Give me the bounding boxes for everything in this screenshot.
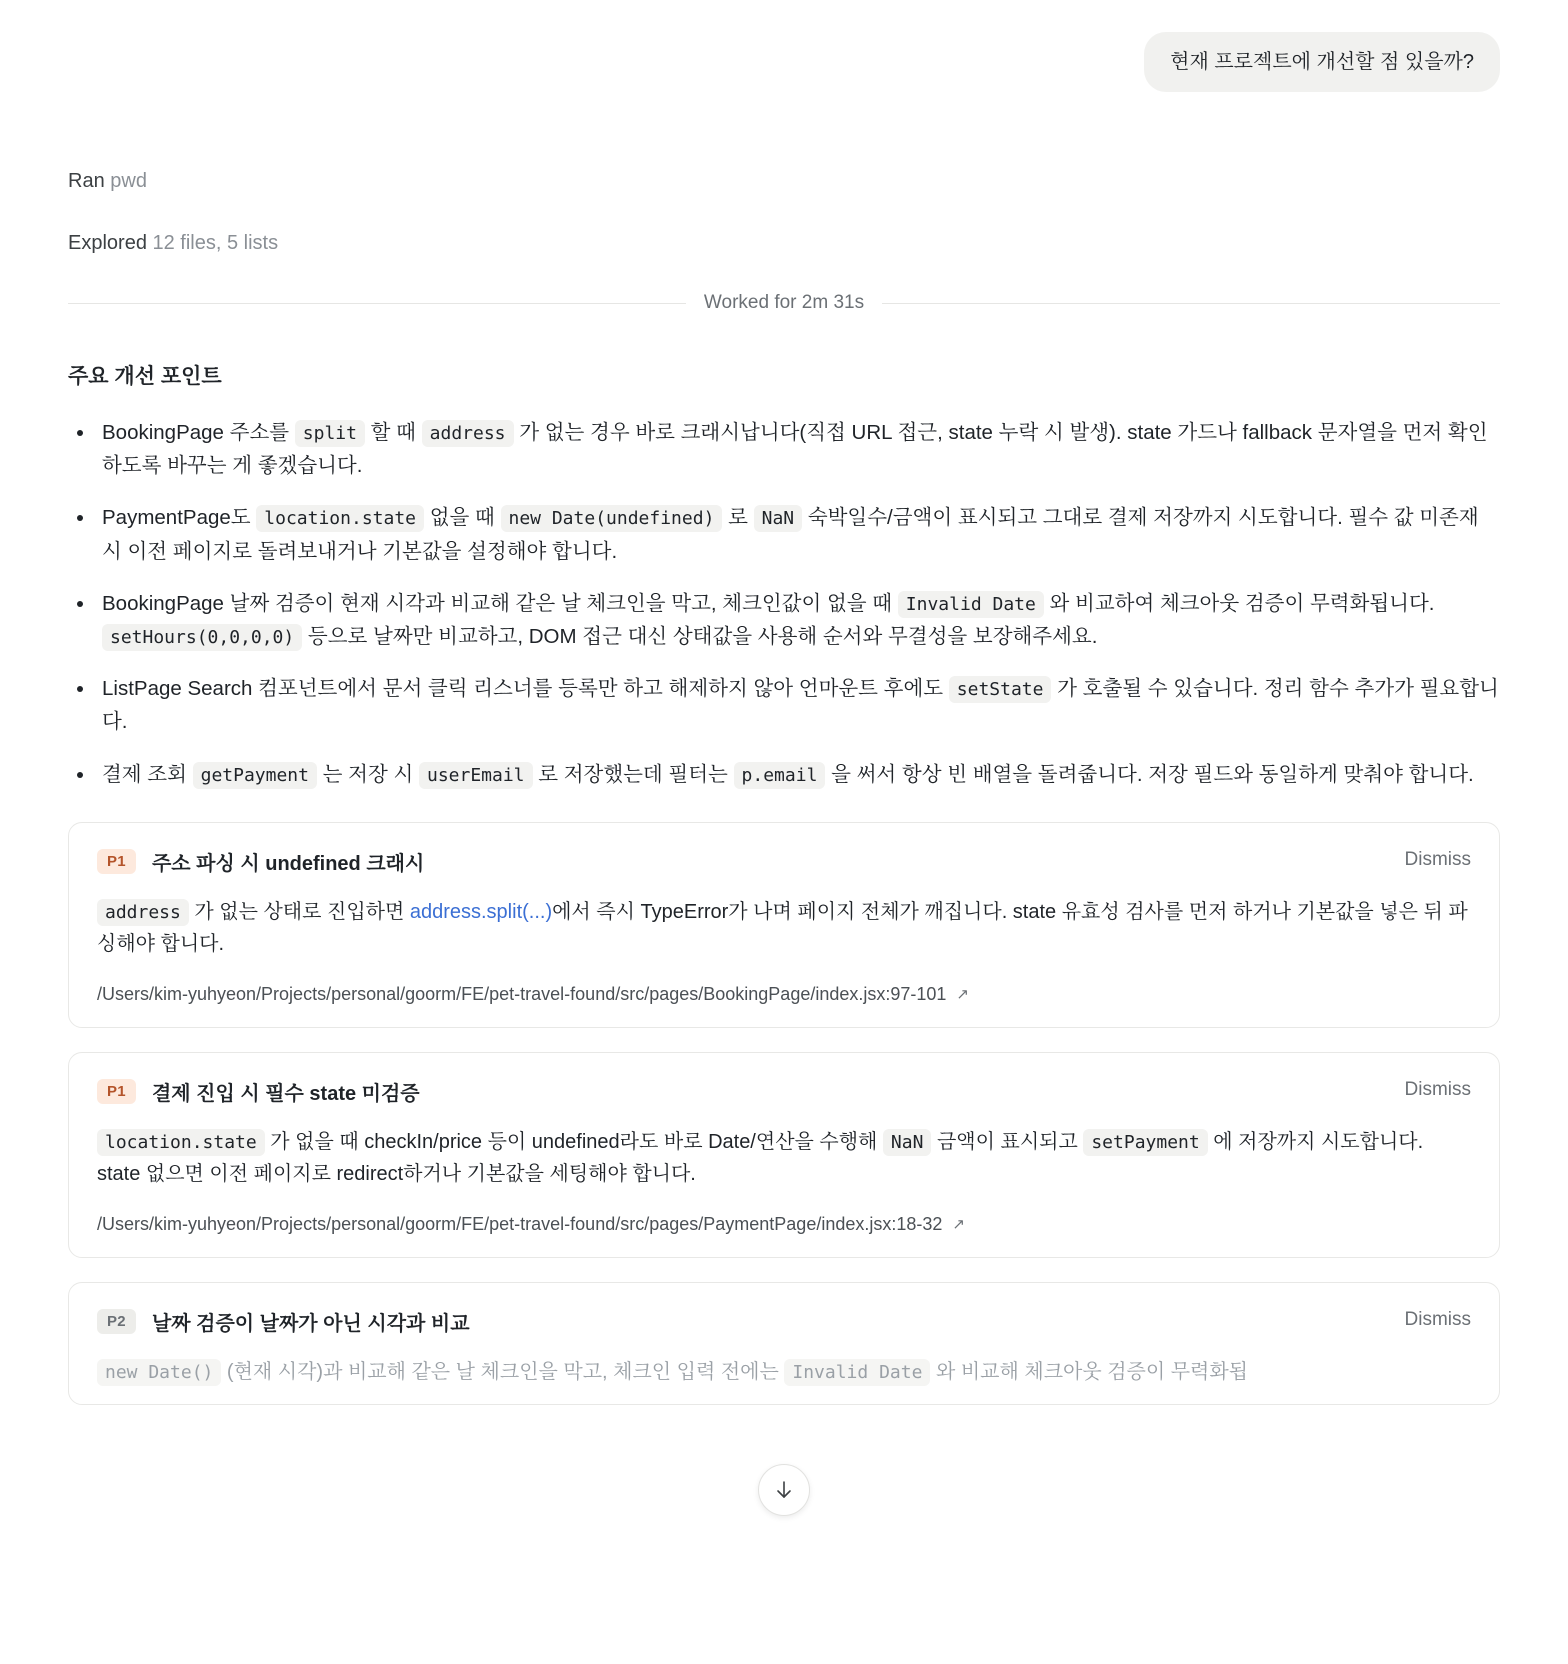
ran-command-line[interactable] [68, 168, 1500, 194]
text-run: 할 때 [364, 421, 422, 444]
tool-status-block [0, 168, 1568, 256]
finding-card-header [97, 847, 1471, 876]
finding-card-header [97, 1307, 1471, 1336]
file-path-text: /Users/kim-yuhyeon/Projects/personal/goorm/FE/pet-travel-found/src/pages/BookingPage/index.jsx:97-101 [97, 983, 947, 1004]
inline-code: NaN [883, 1129, 932, 1156]
ran-command: pwd [110, 170, 147, 192]
improvement-point [96, 672, 1500, 738]
user-message-row [0, 0, 1568, 92]
explored-label: Explored [68, 232, 147, 254]
inline-code: split [295, 420, 365, 447]
text-run: BookingPage 주소를 [102, 421, 295, 444]
finding-card[interactable] [68, 1282, 1500, 1405]
explored-line[interactable] [68, 230, 1500, 256]
improvement-point [96, 758, 1500, 791]
text-run: 금액이 표시되고 [931, 1130, 1084, 1153]
finding-title: 날짜 검증이 날짜가 아닌 시각과 비교 [151, 1312, 470, 1335]
text-run: ListPage Search 컴포넌트에서 문서 클릭 리스너를 등록만 하고 해제하지 않아 언마운트 후에도 [102, 677, 949, 701]
text-run: 숙박일수/금액이 표시되고 그대로 결제 저장까지 시도합니다. 필수 값 미존재 시 이전 페이지로 돌려보내거나 기본값을 설정해야 합니다. [102, 506, 1479, 563]
inline-code: Invalid Date [784, 1359, 930, 1386]
inline-code: new Date() [97, 1359, 221, 1386]
text-run: 가 없는 경우 바로 크래시납니다(직접 URL 접근, state 누락 시 발생). state 가드나 fallback 문자열을 먼저 확인하도록 바꾸는 게 좋겠습니다. [102, 421, 1488, 478]
inline-code: p.email [734, 762, 826, 789]
file-path-link[interactable] [97, 984, 1471, 1005]
inline-code: setState [949, 676, 1052, 703]
finding-description [97, 896, 1471, 960]
text-run: 와 비교해 체크아웃 검증이 무력화됩 [930, 1360, 1249, 1383]
external-link-icon: ↗ [952, 1216, 965, 1234]
dismiss-button[interactable]: Dismiss [1404, 1308, 1471, 1330]
worked-for-label: Worked for 2m 31s [703, 292, 865, 313]
text-run: 에 저장까지 시도합니다. state 없으면 이전 페이지로 redirect하거나 기본값을 세팅해야 합니다. [97, 1130, 1424, 1185]
improvement-points-list [68, 416, 1500, 791]
finding-description [97, 1356, 1471, 1388]
finding-title: 결제 진입 시 필수 state 미검증 [151, 1082, 420, 1105]
text-run: 을 써서 항상 빈 배열을 돌려줍니다. 저장 필드와 동일하게 맞춰야 합니다. [825, 762, 1474, 786]
finding-card-header [97, 1077, 1471, 1106]
finding-description [97, 1126, 1471, 1190]
text-run: 결제 조회 [102, 762, 193, 786]
finding-card[interactable] [68, 1052, 1500, 1258]
inline-code: new Date(undefined) [501, 505, 723, 532]
external-link-icon: ↗ [956, 986, 969, 1004]
text-run: 로 저장했는데 필터는 [532, 762, 734, 786]
text-run: 없을 때 [424, 506, 501, 530]
dismiss-button[interactable]: Dismiss [1404, 848, 1471, 870]
improvement-point [96, 501, 1500, 567]
finding-card[interactable] [68, 822, 1500, 1028]
text-run: 는 저장 시 [316, 762, 419, 786]
user-message-bubble: 현재 프로젝트에 개선할 점 있을까? [1144, 32, 1500, 92]
inline-code: Invalid Date [898, 591, 1044, 618]
inline-code: location.state [97, 1129, 265, 1156]
findings-list [0, 810, 1568, 1405]
text-run: 가 없을 때 checkIn/price 등이 undefined라도 바로 Date/연산을 수행해 [264, 1130, 883, 1153]
answer-heading: 주요 개선 포인트 [68, 365, 222, 388]
text-run: 가 호출될 수 있습니다. 정리 함수 추가가 필요합니다. [102, 677, 1499, 734]
text-run: 에서 즉시 TypeError가 나며 페이지 전체가 깨집니다. state 유효성 검사를 먼저 하거나 기본값을 넣은 뒤 파싱해야 합니다. [97, 900, 1468, 955]
file-path-text: /Users/kim-yuhyeon/Projects/personal/goorm/FE/pet-travel-found/src/pages/PaymentPage/index.jsx:18-32 [97, 1213, 943, 1234]
inline-code: getPayment [193, 762, 317, 789]
inline-code: address [422, 420, 514, 447]
finding-title: 주소 파싱 시 undefined 크래시 [151, 852, 425, 875]
inline-code: NaN [754, 505, 803, 532]
divider-line-left [68, 303, 686, 304]
improvement-point [96, 416, 1500, 482]
arrow-down-icon [773, 1478, 795, 1502]
priority-badge: P1 [97, 849, 136, 874]
priority-badge: P2 [97, 1309, 136, 1334]
text-run: (현재 시각)과 비교해 같은 날 체크인을 막고, 체크인 입력 전에는 [221, 1360, 785, 1383]
dismiss-button[interactable]: Dismiss [1404, 1078, 1471, 1100]
code-reference-link[interactable]: address.split(...) [409, 900, 553, 923]
text-run: 로 [722, 506, 754, 530]
text-run: 와 비교하여 체크아웃 검증이 무력화됩니다. [1043, 591, 1435, 615]
text-run: 등으로 날짜만 비교하고, DOM 접근 대신 상태값을 사용해 순서와 무결성을 보장해주세요. [302, 625, 1098, 649]
text-run: 가 없는 상태로 진입하면 [188, 900, 410, 923]
improvement-point [96, 587, 1500, 653]
worked-for-divider [0, 292, 1568, 314]
inline-code: setPayment [1083, 1129, 1207, 1156]
scroll-to-bottom-button[interactable] [758, 1464, 810, 1516]
ran-label: Ran [68, 170, 105, 192]
text-run: PaymentPage도 [102, 506, 257, 530]
inline-code: userEmail [419, 762, 533, 789]
file-path-link[interactable] [97, 1214, 1471, 1235]
text-run: BookingPage 날짜 검증이 현재 시각과 비교해 같은 날 체크인을 막고, 체크인값이 없을 때 [102, 591, 898, 615]
priority-badge: P1 [97, 1079, 136, 1104]
inline-code: address [97, 899, 189, 926]
assistant-answer [0, 360, 1568, 791]
inline-code: location.state [256, 505, 424, 532]
divider-line-right [882, 303, 1500, 304]
explored-detail: 12 files, 5 lists [152, 232, 279, 254]
inline-code: setHours(0,0,0,0) [102, 624, 302, 651]
